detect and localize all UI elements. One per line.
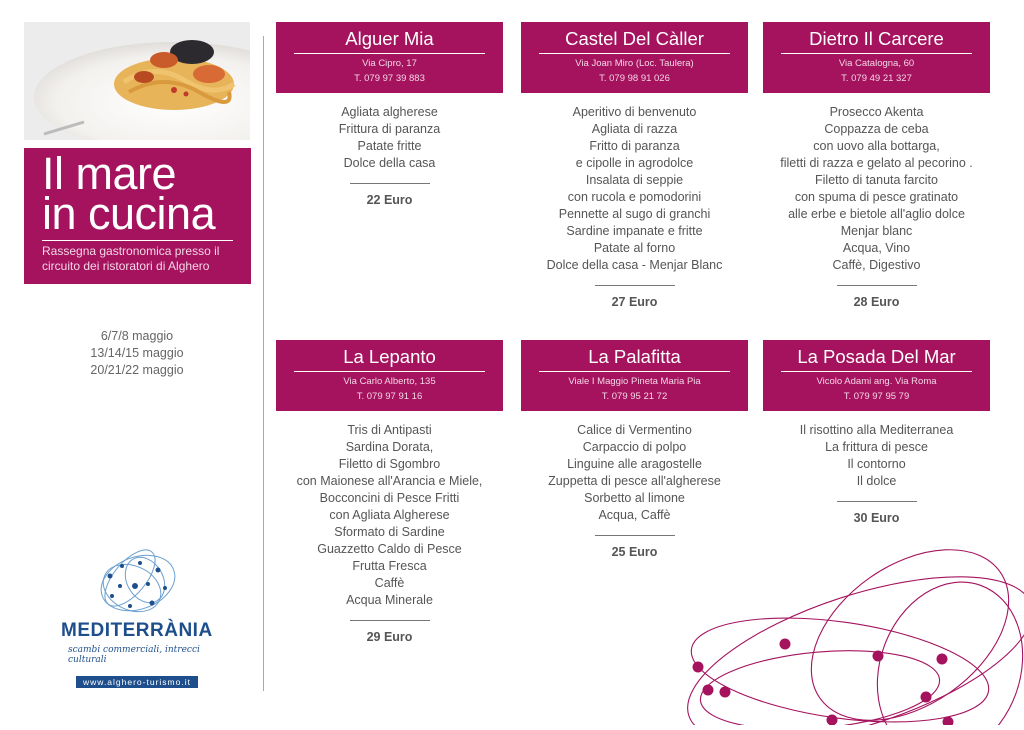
restaurant-header: [276, 340, 503, 411]
decorative-orbits-graphic: [660, 540, 1024, 725]
restaurant-card-la-posada-del-mar: [763, 340, 990, 525]
title-divider: [42, 240, 233, 241]
menu-item: Carpaccio di polpo: [582, 440, 687, 454]
restaurant-address: Viale I Maggio Pineta Maria Pia: [568, 376, 701, 387]
menu-item: Caffè, Digestivo: [832, 258, 921, 272]
menu-item: Frittura di paranza: [338, 122, 441, 136]
restaurant-phone: T. 079 49 21 327: [841, 73, 912, 84]
restaurant-name: Alguer Mia: [345, 28, 434, 49]
menu-price: 27 Euro: [611, 295, 658, 309]
restaurant-address: Vicolo Adami ang. Via Roma: [816, 376, 937, 387]
menu-item: Il risottino alla Mediterranea: [799, 423, 954, 437]
date-line: 20/21/22 maggio: [90, 363, 184, 377]
menu-price: 22 Euro: [366, 193, 413, 207]
menu-item: Prosecco Akenta: [829, 105, 924, 119]
menu-item: Sardine impanate e fritte: [566, 224, 703, 238]
menu-item: alle erbe e bietole all'aglio dolce: [788, 207, 965, 221]
restaurant-name: La Lepanto: [343, 346, 436, 367]
menu-item: Fritto di paranza: [589, 139, 680, 153]
header-divider: [781, 371, 972, 372]
restaurant-card-dietro-il-carcere: [763, 22, 990, 309]
restaurant-phone: T. 079 97 39 883: [354, 73, 425, 84]
menu-item: Sardina Dorata,: [345, 440, 434, 454]
logo-tagline: scambi commerciali, intrecci culturali: [68, 645, 200, 665]
price-divider: [350, 620, 430, 621]
price-divider: [595, 285, 675, 286]
menu-item: Sorbetto al limone: [584, 491, 685, 505]
restaurant-header: [521, 22, 748, 93]
menu-list: [763, 422, 990, 490]
restaurant-card-alguer-mia: [276, 22, 503, 207]
menu-item: Patate fritte: [357, 139, 422, 153]
logo-wordmark: MEDITERRÀNIA: [61, 620, 213, 641]
restaurant-header: [763, 22, 990, 93]
menu-item: Acqua Minerale: [346, 593, 433, 607]
menu-item: Zuppetta di pesce all'algherese: [548, 474, 721, 488]
menu-item: La frittura di pesce: [825, 440, 928, 454]
restaurant-address: Via Cipro, 17: [362, 58, 417, 69]
menu-item: Filetto di tanuta farcito: [815, 173, 938, 187]
column-divider: [263, 36, 264, 691]
restaurant-header: [276, 22, 503, 93]
menu-price: 25 Euro: [611, 545, 658, 559]
menu-item: Sformato di Sardine: [334, 525, 445, 539]
menu-item: Tris di Antipasti: [347, 423, 432, 437]
menu-item: Linguine alle aragostelle: [567, 457, 702, 471]
brochure-title: Il mare in cucina: [42, 148, 216, 239]
menu-item: Filetto di Sgombro: [338, 457, 441, 471]
menu-item: Bocconcini di Pesce Fritti: [319, 491, 460, 505]
event-dates: [24, 328, 250, 379]
header-divider: [539, 371, 730, 372]
menu-item: Dolce della casa: [343, 156, 436, 170]
menu-item: e cipolle in agrodolce: [575, 156, 694, 170]
date-line: 13/14/15 maggio: [90, 346, 184, 360]
menu-item: Guazzetto Caldo di Pesce: [317, 542, 462, 556]
menu-price: 29 Euro: [366, 630, 413, 644]
restaurant-address: Via Catalogna, 60: [838, 58, 915, 69]
date-line: 6/7/8 maggio: [100, 329, 174, 343]
pasta-photo: [24, 22, 250, 140]
menu-item: Agliata algherese: [341, 105, 438, 119]
restaurant-card-la-palafitta: [521, 340, 748, 559]
header-divider: [294, 371, 485, 372]
header-divider: [294, 53, 485, 54]
price-divider: [595, 535, 675, 536]
menu-item: Patate al forno: [593, 241, 676, 255]
menu-list: [763, 104, 990, 274]
restaurant-header: [763, 340, 990, 411]
menu-price: 28 Euro: [853, 295, 900, 309]
menu-item: con rucola e pomodorini: [567, 190, 702, 204]
menu-item: filetti di razza e gelato al pecorino .: [780, 156, 973, 170]
menu-item: Agliata di razza: [591, 122, 678, 136]
menu-list: [521, 104, 748, 274]
restaurant-phone: T. 079 97 91 16: [356, 391, 423, 402]
header-divider: [781, 53, 972, 54]
menu-list: [276, 104, 503, 172]
menu-item: Acqua, Caffè: [598, 508, 671, 522]
menu-item: con uovo alla bottarga,: [813, 139, 940, 153]
menu-item: Aperitivo di benvenuto: [572, 105, 697, 119]
brochure-subtitle: Rassegna gastronomica presso il circuito dei ristoratori di Alghero: [42, 244, 220, 273]
menu-item: Il contorno: [847, 457, 906, 471]
restaurant-card-castel-del-caller: [521, 22, 748, 309]
menu-item: Dolce della casa - Menjar Blanc: [546, 258, 723, 272]
restaurant-header: [521, 340, 748, 411]
restaurant-phone: T. 079 95 21 72: [601, 391, 668, 402]
menu-list: [521, 422, 748, 524]
menu-item: Insalata di seppie: [585, 173, 684, 187]
menu-item: Calice di Vermentino: [577, 423, 692, 437]
menu-item: Pennette al sugo di granchi: [558, 207, 711, 221]
restaurant-card-la-lepanto: [276, 340, 503, 644]
restaurant-phone: T. 079 97 95 79: [843, 391, 910, 402]
restaurant-name: Dietro Il Carcere: [809, 28, 944, 49]
restaurant-name: Castel Del Càller: [565, 28, 704, 49]
restaurant-name: La Palafitta: [588, 346, 681, 367]
menu-list: [276, 422, 503, 609]
website-link[interactable]: www.alghero-turismo.it: [76, 676, 198, 688]
menu-item: Menjar blanc: [840, 224, 913, 238]
menu-item: Il dolce: [856, 474, 897, 488]
menu-item: con Agliata Algherese: [329, 508, 450, 522]
restaurant-name: La Posada Del Mar: [797, 346, 956, 367]
menu-item: con Maionese all'Arancia e Miele,: [296, 474, 483, 488]
price-divider: [350, 183, 430, 184]
brochure-title-block: [24, 148, 251, 284]
menu-price: 30 Euro: [853, 511, 900, 525]
menu-item: Coppazza de ceba: [824, 122, 929, 136]
restaurant-address: Via Joan Miro (Loc. Taulera): [575, 58, 694, 69]
header-divider: [539, 53, 730, 54]
price-divider: [837, 285, 917, 286]
restaurant-address: Via Carlo Alberto, 135: [343, 376, 436, 387]
menu-item: Acqua, Vino: [842, 241, 911, 255]
menu-item: Frutta Fresca: [352, 559, 427, 573]
menu-item: con spuma di pesce gratinato: [794, 190, 959, 204]
price-divider: [837, 501, 917, 502]
restaurant-phone: T. 079 98 91 026: [599, 73, 670, 84]
menu-item: Caffè: [374, 576, 405, 590]
